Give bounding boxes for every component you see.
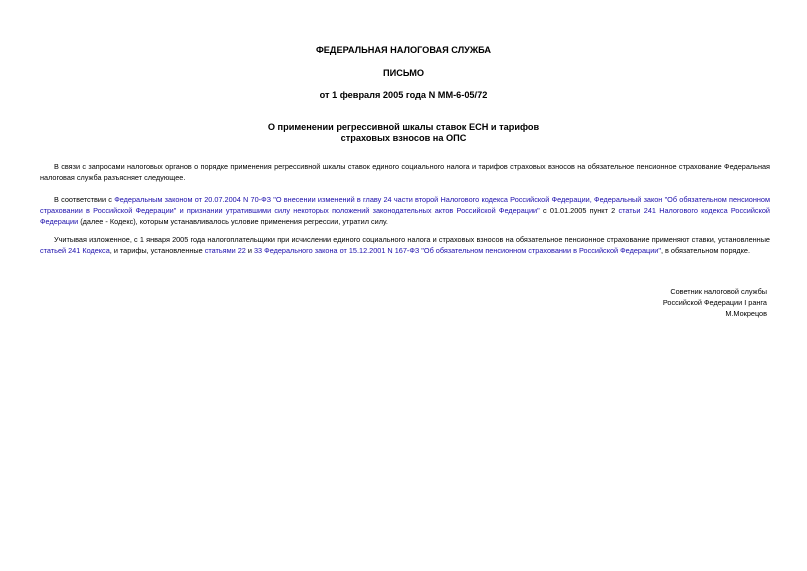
tax-code-article-241-link[interactable]: статьи 241 Налогового кодекса Российской Федерации <box>40 206 770 226</box>
signature-position-line-1: Советник налоговой службы <box>670 287 767 296</box>
paragraph-3-text-4: , в обязательном порядке. <box>660 246 750 255</box>
law-167fz-article-22-link[interactable]: статьями 22 <box>204 246 246 255</box>
signature-name: М.Мокрецов <box>725 309 767 318</box>
paragraph-2 <box>40 194 770 227</box>
paragraph-3-text-3: и <box>245 246 254 255</box>
paragraph-3-text-2: , и тарифы, установленные <box>109 246 205 255</box>
paragraph-2-text-3: (далее - Кодекс), которым устанавливалось условие применения регрессии, утратил силу. <box>78 217 388 226</box>
paragraph-2-text-1: В соответствии с <box>54 195 115 204</box>
document-date-number: от 1 февраля 2005 года N ММ-6-05/72 <box>319 90 488 100</box>
document-type: ПИСЬМО <box>382 68 425 78</box>
code-article-241-link[interactable]: статьей 241 Кодекса <box>40 246 110 255</box>
paragraph-3 <box>40 234 770 256</box>
agency-title: ФЕДЕРАЛЬНАЯ НАЛОГОВАЯ СЛУЖБА <box>315 45 492 55</box>
signature-block <box>663 286 767 319</box>
law-167fz-article-33-link[interactable]: 33 Федерального закона от 15.12.2001 N 167-ФЗ "Об обязательном пенсионном страховании в Российской Федерации" <box>254 246 661 255</box>
subject-line-1: О применении регрессивной шкалы ставок ЕСН и тарифов <box>267 122 540 132</box>
law-70fz-link[interactable]: Федеральным законом от 20.07.2004 N 70-ФЗ "О внесении изменений в главу 24 части второй Налогового кодекса Российской Федерации, Федеральный закон "Об обязательном пенсионном страховании в Российской Федерации" и признании утратившими силу некоторых положений законодательных актов Российской Федерации" <box>40 195 770 215</box>
subject-line-2: страховых взносов на ОПС <box>340 133 467 143</box>
paragraph-2-text-2: с 01.01.2005 пункт 2 <box>539 206 619 215</box>
paragraph-3-text-1: Учитывая изложенное, с 1 января 2005 года налогоплательщики при исчислении единого социального налога и страховых взносов на обязательное пенсионное страхование применяют ставки, установленные <box>54 235 770 244</box>
paragraph-1: В связи с запросами налоговых органов о порядке применения регрессивной шкалы ставок единого социального налога и тарифов страховых взносов на обязательное пенсионное страхование Федеральная налоговая служба разъясняет следующее. <box>40 162 770 182</box>
signature-position-line-2: Российской Федерации I ранга <box>662 298 767 307</box>
